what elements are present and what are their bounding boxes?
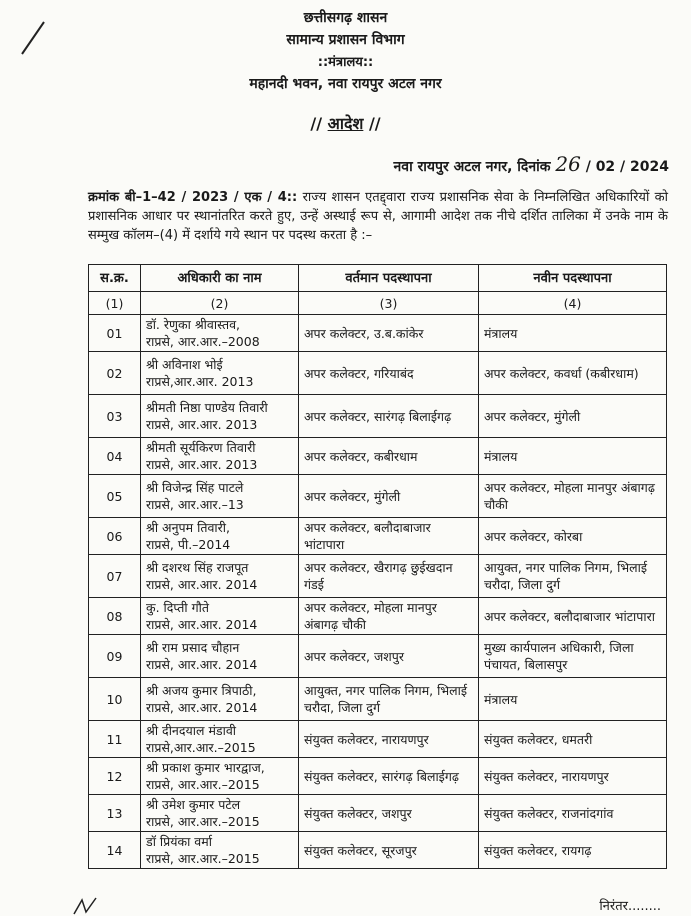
- row-new-posting: अपर कलेक्टर, बलौदाबाजार भांटापारा: [479, 598, 667, 635]
- row-sno: 02: [89, 352, 141, 395]
- officer-name: श्री दीनदयाल मंडावी: [146, 723, 237, 738]
- row-new-posting: अपर कलेक्टर, मुंगेली: [479, 395, 667, 438]
- row-sno: 07: [89, 555, 141, 598]
- row-officer: [141, 555, 299, 598]
- officer-name: डॉ. रेणुका श्रीवास्तव,: [146, 317, 241, 332]
- row-new-posting: मुख्य कार्यपालन अधिकारी, जिला पंचायत, बिलासपुर: [479, 635, 667, 678]
- row-sno: 01: [89, 315, 141, 352]
- officer-service: राप्रसे, आर.आर.–13: [146, 497, 244, 512]
- row-officer: [141, 315, 299, 352]
- row-current-posting: संयुक्त कलेक्टर, जशपुर: [299, 795, 479, 832]
- table-row: [89, 795, 667, 832]
- row-new-posting: अपर कलेक्टर, मोहला मानपुर अंबागढ़ चौकी: [479, 475, 667, 518]
- table-row: [89, 678, 667, 721]
- header-address: महानदी भवन, नवा रायपुर अटल नगर: [249, 76, 442, 92]
- table-row: [89, 555, 667, 598]
- row-new-posting: मंत्रालय: [479, 315, 667, 352]
- officer-name: श्रीमती सूर्यकिरण तिवारी: [146, 440, 256, 455]
- row-officer: [141, 758, 299, 795]
- row-officer: [141, 475, 299, 518]
- row-sno: 03: [89, 395, 141, 438]
- header-ministry: ::मंत्रालय::: [317, 55, 374, 70]
- officer-name: श्री अजय कुमार त्रिपाठी,: [146, 683, 257, 698]
- table-row: [89, 635, 667, 678]
- continued-note: निरंतर........: [599, 899, 661, 914]
- row-sno: 12: [89, 758, 141, 795]
- row-current-posting: अपर कलेक्टर, मुंगेली: [299, 475, 479, 518]
- table-row: [89, 395, 667, 438]
- officer-name: श्री राम प्रसाद चौहान: [146, 640, 240, 655]
- row-current-posting: संयुक्त कलेक्टर, सूरजपुर: [299, 832, 479, 869]
- col-number: (4): [479, 292, 667, 315]
- row-current-posting: संयुक्त कलेक्टर, सारंगढ़ बिलाईगढ़: [299, 758, 479, 795]
- row-officer: [141, 395, 299, 438]
- col-header-current: वर्तमान पदस्थापना: [299, 265, 479, 292]
- row-officer: [141, 598, 299, 635]
- row-sno: 08: [89, 598, 141, 635]
- order-text: राज्य शासन एतद्द्वारा राज्य प्रशासनिक सेवा के निम्नलिखित अधिकारियों को प्रशासनिक आधार पर स्थानांतरित करते हुए, उन्हें अस्थाई रूप से, आगामी आदेश तक नीचे दर्शित तालिका में उनके नाम के सम्मुख कॉलम–(4) में दर्शाये गये स्थान पर पदस्थ करता है :–: [88, 190, 668, 243]
- row-sno: 04: [89, 438, 141, 475]
- officer-name: श्रीमती निष्ठा पाण्डेय तिवारी: [146, 400, 268, 415]
- date-rest: / 02 / 2024: [585, 159, 669, 175]
- table-row: [89, 518, 667, 555]
- row-officer: [141, 635, 299, 678]
- order-paragraph: [88, 188, 668, 245]
- order-title-text: आदेश: [327, 114, 364, 133]
- header-department: सामान्य प्रशासन विभाग: [286, 32, 405, 48]
- order-title-suffix: //: [368, 114, 381, 133]
- officer-service: राप्रसे, आर.आर.–2015: [146, 814, 260, 829]
- officer-name: श्री अनुपम तिवारी,: [146, 520, 230, 535]
- row-current-posting: अपर कलेक्टर, मोहला मानपुर अंबागढ़ चौकी: [299, 598, 479, 635]
- row-current-posting: अपर कलेक्टर, सारंगढ़ बिलाईगढ़: [299, 395, 479, 438]
- row-current-posting: अपर कलेक्टर, बलौदाबाजार भांटापारा: [299, 518, 479, 555]
- officer-service: राप्रसे, आर.आर. 2013: [146, 457, 258, 472]
- officer-name: कु. दिप्ती गौते: [146, 600, 210, 615]
- row-sno: 14: [89, 832, 141, 869]
- table-row: [89, 721, 667, 758]
- table-row: [89, 352, 667, 395]
- table-row: [89, 315, 667, 352]
- order-title-prefix: //: [310, 114, 323, 133]
- officer-name: श्री उमेश कुमार पटेल: [146, 797, 241, 812]
- row-sno: 10: [89, 678, 141, 721]
- row-new-posting: मंत्रालय: [479, 678, 667, 721]
- col-header-sno: स.क्र.: [89, 265, 141, 292]
- row-officer: [141, 721, 299, 758]
- col-number: (2): [141, 292, 299, 315]
- col-number: (3): [299, 292, 479, 315]
- row-officer: [141, 832, 299, 869]
- row-sno: 05: [89, 475, 141, 518]
- officer-service: राप्रसे, आर.आर. 2014: [146, 617, 258, 632]
- table-row: [89, 598, 667, 635]
- order-title: [0, 112, 691, 134]
- date-line: [394, 152, 669, 176]
- officer-service: राप्रसे, पी.–2014: [146, 537, 231, 552]
- row-officer: [141, 795, 299, 832]
- row-current-posting: अपर कलेक्टर, खैरागढ़ छुईखदान गंडई: [299, 555, 479, 598]
- officer-service: राप्रसे, आर.आर.–2008: [146, 334, 260, 349]
- officer-service: राप्रसे,आर.आर. 2013: [146, 374, 254, 389]
- col-header-new: नवीन पदस्थापना: [479, 265, 667, 292]
- row-current-posting: अपर कलेक्टर, उ.ब.कांकेर: [299, 315, 479, 352]
- row-officer: [141, 438, 299, 475]
- order-reference: क्रमांक बी–1–42 / 2023 / एक / 4::: [88, 190, 298, 205]
- row-current-posting: अपर कलेक्टर, कबीरधाम: [299, 438, 479, 475]
- row-sno: 11: [89, 721, 141, 758]
- table-row: [89, 438, 667, 475]
- row-officer: [141, 678, 299, 721]
- officer-name: श्री विजेन्द्र सिंह पाटले: [146, 480, 244, 495]
- row-new-posting: अपर कलेक्टर, कोरबा: [479, 518, 667, 555]
- header-government: छत्तीसगढ़ शासन: [303, 10, 388, 26]
- date-place: नवा रायपुर अटल नगर, दिनांक: [393, 159, 551, 175]
- officer-service: राप्रसे,आर.आर.–2015: [146, 740, 256, 755]
- row-new-posting: संयुक्त कलेक्टर, नारायणपुर: [479, 758, 667, 795]
- table-number-row: [89, 292, 667, 315]
- row-new-posting: अपर कलेक्टर, कवर्धा (कबीरधाम): [479, 352, 667, 395]
- table-header-row: [89, 265, 667, 292]
- col-header-name: अधिकारी का नाम: [141, 265, 299, 292]
- table-row: [89, 758, 667, 795]
- row-officer: [141, 518, 299, 555]
- transfer-table: [88, 264, 667, 869]
- row-new-posting: संयुक्त कलेक्टर, धमतरी: [479, 721, 667, 758]
- row-new-posting: संयुक्त कलेक्टर, राजनांदगांव: [479, 795, 667, 832]
- row-new-posting: संयुक्त कलेक्टर, रायगढ़: [479, 832, 667, 869]
- col-number: (1): [89, 292, 141, 315]
- officer-name: श्री अविनाश भोई: [146, 357, 223, 372]
- officer-service: राप्रसे, आर.आर. 2014: [146, 700, 258, 715]
- row-sno: 13: [89, 795, 141, 832]
- officer-name: डॉ प्रियंका वर्मा: [146, 834, 212, 849]
- row-current-posting: आयुक्त, नगर पालिक निगम, भिलाई चरौदा, जिला दुर्ग: [299, 678, 479, 721]
- officer-service: राप्रसे, आर.आर.–2015: [146, 777, 260, 792]
- row-sno: 09: [89, 635, 141, 678]
- row-sno: 06: [89, 518, 141, 555]
- pen-mark-icon: [70, 896, 100, 916]
- table-row: [89, 475, 667, 518]
- officer-name: श्री प्रकाश कुमार भारद्वाज,: [146, 760, 265, 775]
- table-row: [89, 832, 667, 869]
- officer-service: राप्रसे, आर.आर. 2014: [146, 577, 258, 592]
- officer-name: श्री दशरथ सिंह राजपूत: [146, 560, 249, 575]
- officer-service: राप्रसे, आर.आर. 2014: [146, 657, 258, 672]
- date-day: 26: [555, 152, 581, 176]
- row-new-posting: मंत्रालय: [479, 438, 667, 475]
- row-current-posting: संयुक्त कलेक्टर, नारायणपुर: [299, 721, 479, 758]
- row-current-posting: अपर कलेक्टर, गरियाबंद: [299, 352, 479, 395]
- row-current-posting: अपर कलेक्टर, जशपुर: [299, 635, 479, 678]
- officer-service: राप्रसे, आर.आर.–2015: [146, 851, 260, 866]
- row-new-posting: आयुक्त, नगर पालिक निगम, भिलाई चरौदा, जिला दुर्ग: [479, 555, 667, 598]
- row-officer: [141, 352, 299, 395]
- officer-service: राप्रसे, आर.आर. 2013: [146, 417, 258, 432]
